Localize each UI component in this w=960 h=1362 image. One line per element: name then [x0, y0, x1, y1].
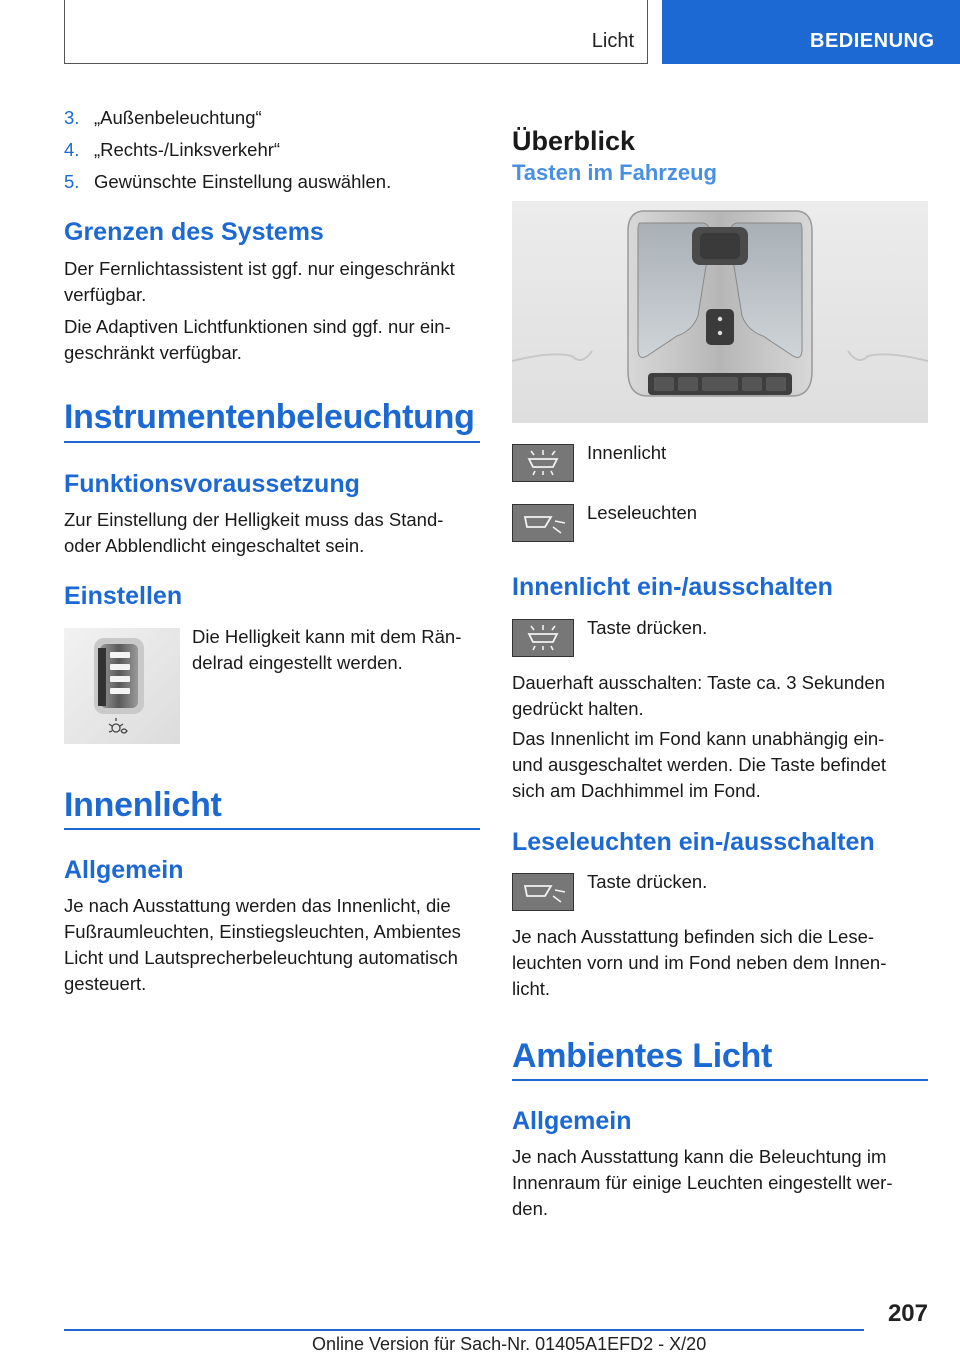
- text-line: den.: [512, 1198, 549, 1219]
- paragraph: [64, 507, 443, 559]
- section-rule: [64, 828, 480, 830]
- list-item: [64, 105, 262, 131]
- section-rule: [64, 441, 480, 443]
- heading-grenzen: Grenzen des Systems: [64, 218, 324, 246]
- paragraph: [512, 726, 886, 804]
- text-line: Je nach Ausstattung werden das Innenlicht, die: [64, 895, 451, 916]
- overhead-console-image: [512, 201, 928, 423]
- reading-light-icon: [512, 873, 574, 911]
- heading-allgemein: Allgemein: [64, 856, 184, 884]
- paragraph: [512, 1144, 893, 1222]
- brightness-wheel-image: [64, 628, 180, 744]
- heading-tasten-im-fahrzeug: Tasten im Fahrzeug: [512, 160, 717, 185]
- text-line: Je nach Ausstattung kann die Beleuchtung im: [512, 1146, 887, 1167]
- paragraph: [64, 314, 451, 366]
- text-line: licht.: [512, 978, 551, 999]
- instruction-press: Taste drücken.: [587, 871, 708, 892]
- list-text: Gewünschte Einstellung auswählen.: [94, 171, 392, 192]
- paragraph: [64, 256, 455, 308]
- paragraph: [64, 893, 461, 997]
- section-rule: [512, 1079, 928, 1081]
- footer-text: Online Version für Sach-Nr. 01405A1EFD2 - X/20: [312, 1334, 707, 1354]
- text-line: Die Helligkeit kann mit dem Rän-: [192, 626, 462, 647]
- list-text: „Außenbeleuchtung“: [94, 107, 262, 128]
- heading-leseleuchten-ein-aus: Leseleuchten ein-/ausschalten: [512, 828, 875, 856]
- instruction-press: Taste drücken.: [587, 617, 708, 638]
- text-line: Dauerhaft ausschalten: Taste ca. 3 Sekunden: [512, 672, 885, 693]
- text-line: verfügbar.: [64, 284, 147, 305]
- text-line: Zur Einstellung der Helligkeit muss das Stand-: [64, 509, 444, 530]
- heading-instrumentenbeleuchtung: Instrumentenbeleuchtung: [64, 398, 475, 436]
- page-number: 207: [887, 1300, 928, 1327]
- list-item: [64, 169, 391, 195]
- heading-einstellen: Einstellen: [64, 582, 183, 610]
- text-line: Licht und Lautsprecherbeleuchtung automatisch: [64, 947, 458, 968]
- heading-innenlicht-ein-aus: Innenlicht ein-/ausschalten: [512, 573, 833, 601]
- paragraph: [192, 624, 461, 676]
- heading-ueberblick: Überblick: [512, 126, 636, 157]
- paragraph: [512, 670, 885, 722]
- text-line: oder Abblendlicht eingeschaltet sein.: [64, 535, 365, 556]
- text-line: Der Fernlichtassistent ist ggf. nur eingeschränkt: [64, 258, 455, 279]
- interior-light-icon: [512, 444, 574, 482]
- heading-funktionsvoraussetzung: Funktionsvoraussetzung: [64, 470, 360, 498]
- text-line: Das Innenlicht im Fond kann unabhängig ein-: [512, 728, 885, 749]
- heading-ambientes-licht: Ambientes Licht: [512, 1037, 772, 1075]
- footer-rule: [64, 1329, 864, 1331]
- header-chapter-tab: BEDIENUNG: [662, 0, 960, 64]
- text-line: Fußraumleuchten, Einstiegsleuchten, Ambientes: [64, 921, 461, 942]
- list-text: „Rechts-/Linksverkehr“: [94, 139, 281, 160]
- paragraph: [512, 924, 886, 1002]
- header-frame: [64, 0, 648, 64]
- text-line: delrad eingestellt werden.: [192, 652, 403, 673]
- reading-light-icon: [512, 504, 574, 542]
- header-section-title: Licht: [591, 30, 634, 52]
- list-number: 4.: [64, 139, 80, 160]
- heading-allgemein: Allgemein: [512, 1107, 632, 1135]
- text-line: leuchten vorn und im Fond neben dem Innen-: [512, 952, 887, 973]
- text-line: Innenraum für einige Leuchten eingestellt wer-: [512, 1172, 893, 1193]
- list-number: 5.: [64, 171, 80, 192]
- heading-innenlicht: Innenlicht: [64, 786, 222, 824]
- list-number: 3.: [64, 107, 80, 128]
- interior-light-icon: [512, 619, 574, 657]
- text-line: Je nach Ausstattung befinden sich die Lese-: [512, 926, 875, 947]
- text-line: sich am Dachhimmel im Fond.: [512, 780, 761, 801]
- text-line: Die Adaptiven Lichtfunktionen sind ggf. nur ein-: [64, 316, 451, 337]
- legend-label-innenlicht: Innenlicht: [587, 442, 667, 463]
- text-line: gesteuert.: [64, 973, 147, 994]
- text-line: geschränkt verfügbar.: [64, 342, 242, 363]
- legend-label-leseleuchten: Leseleuchten: [587, 502, 698, 523]
- list-item: [64, 137, 280, 163]
- text-line: gedrückt halten.: [512, 698, 644, 719]
- text-line: und ausgeschaltet werden. Die Taste befindet: [512, 754, 887, 775]
